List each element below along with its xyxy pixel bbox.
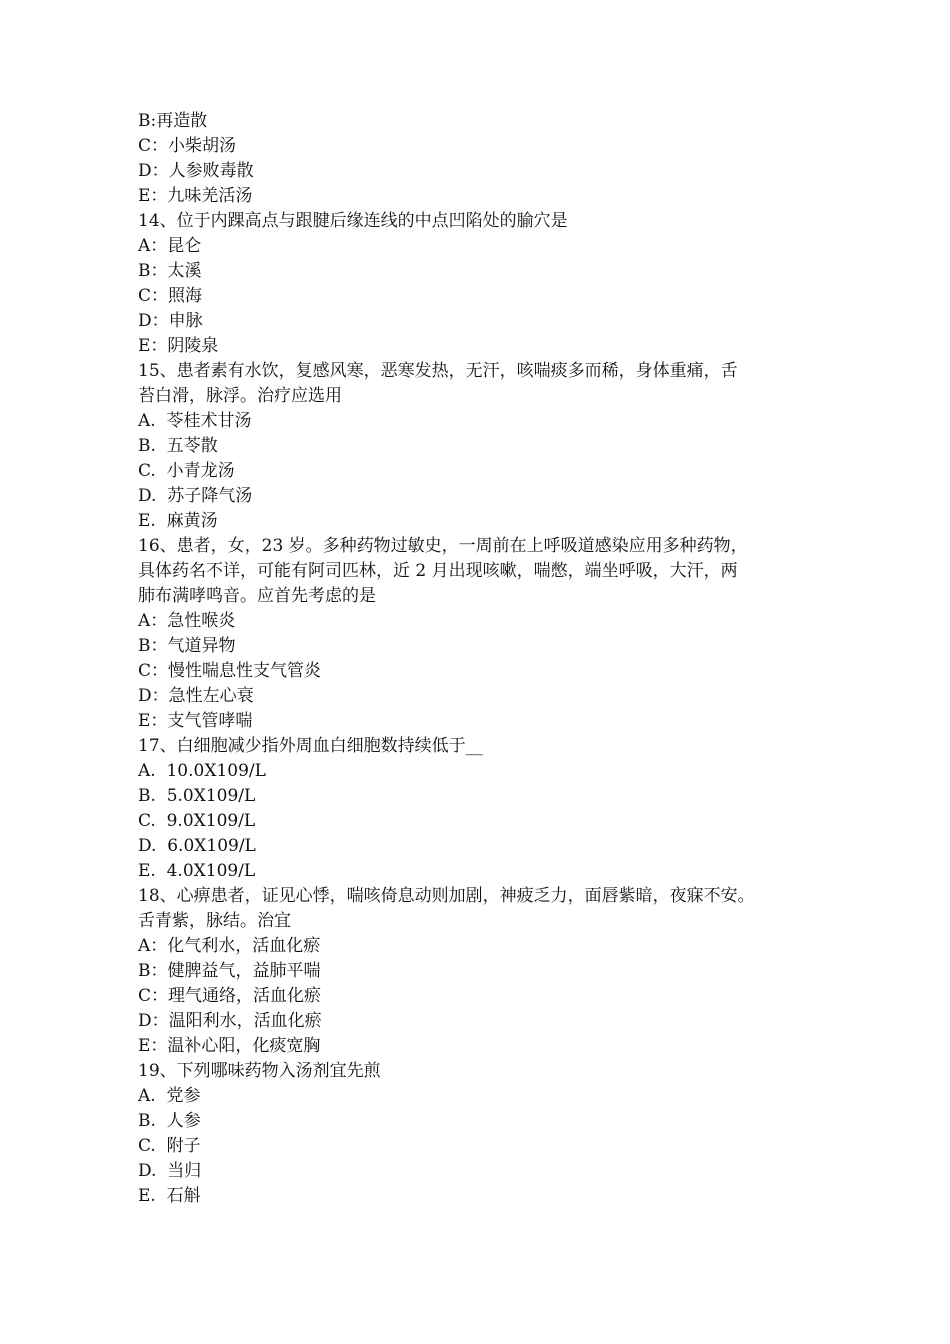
question-15: 15、患者素有水饮，复感风寒，恶寒发热，无汗，咳喘痰多而稀，身体重痛，舌 [138,361,738,381]
option-line: B. 人参 [138,1111,201,1131]
question-17: 17、白细胞减少指外周血白细胞数持续低于__ [138,736,483,756]
option-line: A. 10.0X109/L [138,761,266,781]
option-line: B:再造散 [138,111,208,131]
option-line: E：温补心阳，化痰宽胸 [138,1036,321,1056]
option-line: A. 苓桂术甘汤 [138,411,252,431]
option-line: B：健脾益气，益肺平喘 [138,961,321,981]
question-18: 18、心痹患者，证见心悸，喘咳倚息动则加剧，神疲乏力，面唇紫暗，夜寐不安。 [138,886,755,906]
option-line: E. 石斛 [138,1186,201,1206]
question-18-cont: 舌青紫，脉结。治宜 [138,911,291,931]
option-line: C. 9.0X109/L [138,811,256,831]
question-16-cont: 肺布满哮鸣音。应首先考虑的是 [138,586,376,606]
option-line: D：急性左心衰 [138,686,254,706]
question-14: 14、位于内踝高点与跟腱后缘连线的中点凹陷处的腧穴是 [138,211,568,231]
option-line: E：支气管哮喘 [138,711,253,731]
option-line: D：人参败毒散 [138,161,254,181]
option-line: E：阴陵泉 [138,336,219,356]
option-line: C：小柴胡汤 [138,136,237,156]
question-16-cont: 具体药名不详，可能有阿司匹林，近 2 月出现咳嗽，喘憋，端坐呼吸，大汗，两 [138,561,738,581]
option-line: A：昆仑 [138,236,202,256]
option-line: B. 5.0X109/L [138,786,256,806]
option-line: D：温阳利水，活血化瘀 [138,1011,322,1031]
option-line: B：气道异物 [138,636,236,656]
option-line: A. 党参 [138,1086,201,1106]
option-line: C：照海 [138,286,203,306]
option-line: C. 小青龙汤 [138,461,235,481]
option-line: E. 麻黄汤 [138,511,218,531]
option-line: A：化气利水，活血化瘀 [138,936,321,956]
option-line: E. 4.0X109/L [138,861,256,881]
option-line: D. 苏子降气汤 [138,486,253,506]
question-19: 19、下列哪味药物入汤剂宜先煎 [138,1061,381,1081]
option-line: D. 当归 [138,1161,202,1181]
option-line: B：太溪 [138,261,202,281]
option-line: C：理气通络，活血化瘀 [138,986,322,1006]
question-16: 16、患者，女，23 岁。多种药物过敏史，一周前在上呼吸道感染应用多种药物， [138,536,748,556]
option-line: D：申脉 [138,311,203,331]
option-line: C：慢性喘息性支气管炎 [138,661,322,681]
option-line: B. 五苓散 [138,436,218,456]
option-line: A：急性喉炎 [138,611,236,631]
option-line: E：九味羌活汤 [138,186,253,206]
option-line: D. 6.0X109/L [138,836,256,856]
option-line: C. 附子 [138,1136,201,1156]
question-15-cont: 苔白滑，脉浮。治疗应选用 [138,386,342,406]
document-body [138,109,828,1209]
